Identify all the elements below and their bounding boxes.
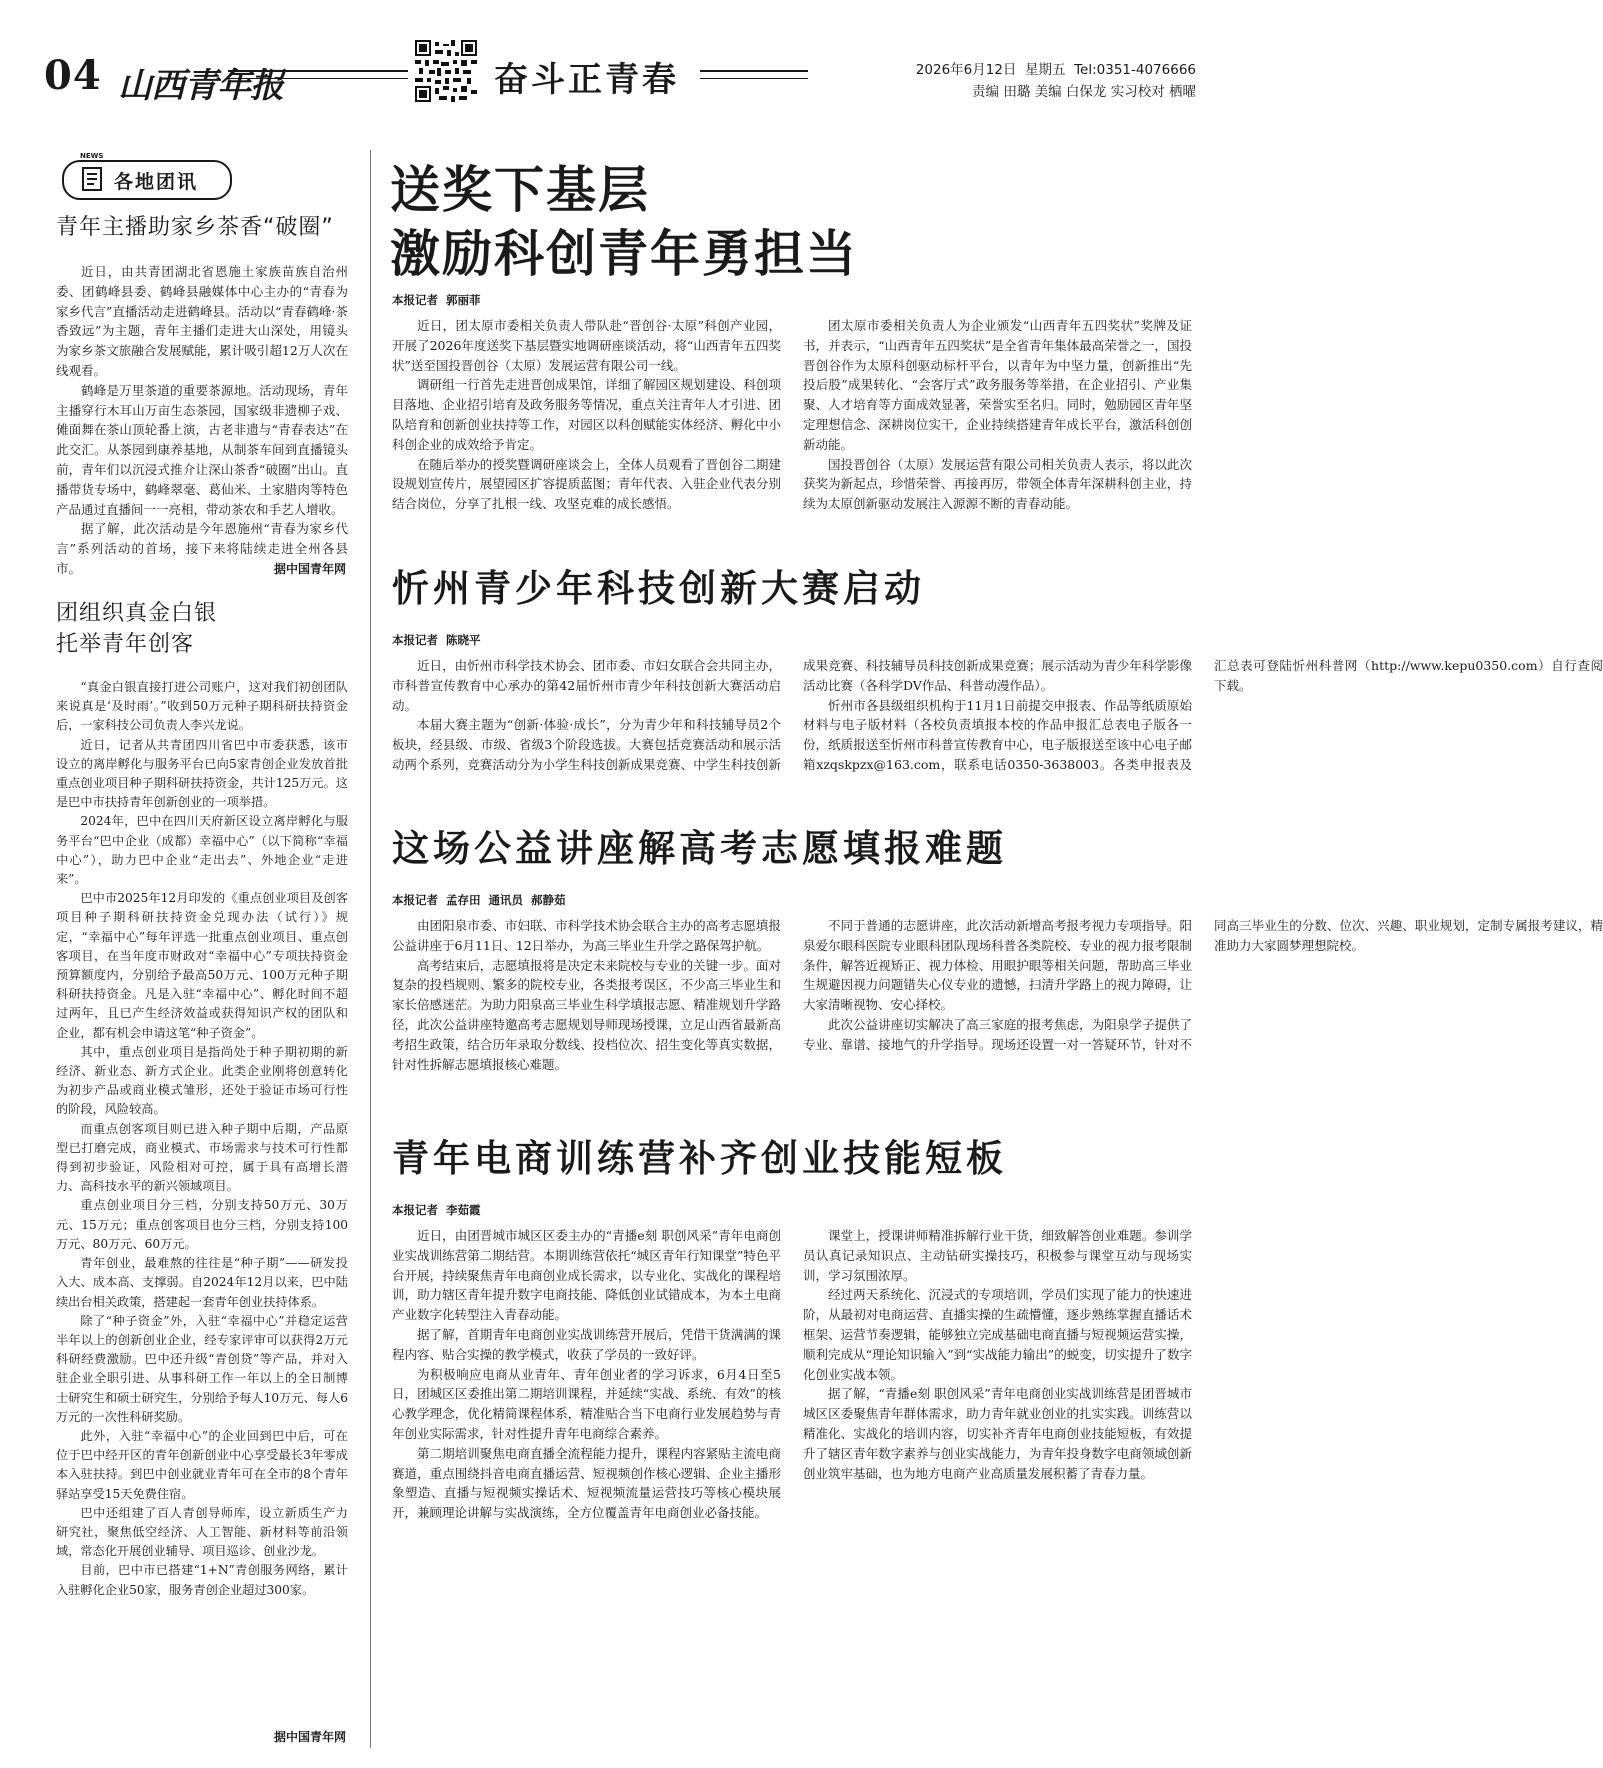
paragraph: 课堂上，授课讲师精准拆解行业干货，细致解答创业难题。参训学员认真记录知识点、主动钻研实操技巧，积极参与课堂互动与现场实训，学习氛围浓厚。 [803, 1228, 1192, 1283]
page-number: 04 [44, 52, 102, 99]
column-tag [62, 152, 232, 200]
main-article-4-title: 青年电商训练营补齐创业技能短板 [392, 1137, 1007, 1180]
paragraph: 巴中市2025年12月印发的《重点创业项目及创客项目种子期科研扶持资金兑现办法（试行）》规定，“幸福中心”每年评选一批重点创业项目、重点创客项目，在当年度市财政对“幸福中心”专项扶持资金预算额度内，分别给予最高50万元、100万元种子期科研扶持资金。凡是入驻“幸福中心”、孵化时间不超过两年，且已产生经济效益或获得知识产权的团队和企业，都有机会申请这笔“种子资金”。 [56, 891, 348, 1040]
title-line: 激励科创青年勇担当 [390, 225, 858, 283]
paragraph: 经过两天系统化、沉浸式的专项培训，学员们实现了能力的快速进阶，从最初对电商运营、直播实操的生疏懵懂，逐步熟练掌握直播话术框架、运营节奏逻辑，能够独立完成基础电商直播与短视频运营实操，顺利完成从“理论知识输入”到“实战能力输出”的蜕变，切实提升了数字化创业实战本领。 [803, 1287, 1192, 1382]
paragraph: 目前，巴中市已搭建“1+N”青创服务网络，累计入驻孵化企业50家，服务青创企业超过300家。 [56, 1563, 348, 1597]
paragraph: 鹤峰是万里茶道的重要茶源地。活动现场，青年主播穿行木耳山万亩生态茶园，国家级非遗柳子戏、傩面舞在茶山顶轮番上演，古老非遗与“青春表达”在此交汇。从茶园到康养基地，从制茶车间到直播镜头前，青年们以沉浸式推介让深山茶香“破圈”出山。直播带货专场中，鹤峰翠毫、葛仙米、土家腊肉等特色产品通过直播间一一亮相，带动茶农和手艺人增收。 [56, 382, 348, 517]
paragraph: 巴中还组建了百人青创导师库，设立新质生产力研究社，聚焦低空经济、人工智能、新材料等前沿领域，常态化开展创业辅导、项目巡诊、创业沙龙。 [56, 1505, 348, 1559]
main-article-1-byline: 本报记者 郭丽菲 [392, 293, 481, 307]
paragraph: 不同于普通的志愿讲座，此次活动新增高考报考视力专项指导。阳泉爱尔眼科医院专业眼科团队现场科普各类院校、专业的视力报考限制条件，解答近视矫正、视力体检、用眼护眼等相关问题，帮助高三毕业生规避因视力问题错失心仪专业的遗憾，扫清升学路上的视力障碍，让大家清晰视物、安心择校。 [803, 918, 1192, 1013]
side-article-1-source: 据中国青年网 [273, 562, 346, 576]
paragraph: 近日，由团晋城市城区区委主办的“青播e刻 职创风采”青年电商创业实战训练营第二期结营。本期训练营依托“城区青年行知课堂”特色平台开展，持续聚焦青年电商创业成长需求，以专业化、实战化的课程培训，助力辖区青年提升数字电商技能、降低创业试错成本，为本土电商产业数字化转型注入青春动能。 [392, 1228, 781, 1323]
paragraph: 由团阳泉市委、市妇联、市科学技术协会联合主办的高考志愿填报公益讲座于6月11日、12日举办，为高三毕业生升学之路保驾护航。 [392, 918, 781, 953]
paragraph: “真金白银直接打进公司账户，这对我们初创团队来说真是‘及时雨’。”收到50万元种子期科研扶持资金后，一家科技公司负责人李兴龙说。 [56, 680, 348, 733]
main-article-3-byline: 本报记者 孟存田 通讯员 郝静茹 [392, 893, 566, 907]
paragraph: 据了解，首期青年电商创业实战训练营开展后，凭借干货满满的课程内容、贴合实操的教学模式，收获了学员的一致好评。 [392, 1326, 781, 1362]
paragraph: 此次公益讲座切实解决了高三家庭的报考焦虑，为阳泉学子提供了专业、靠谱、接地气的升学指导。现场还设置一对一答疑环节，针对不同高三毕业生的分数、位次、兴趣、职业规划，定制专属报考建议，精准助力大家圆梦理想院校。 [803, 918, 1603, 1052]
paragraph: 此外，入驻“幸福中心”的企业回到巴中后，可在位于巴中经开区的青年创新创业中心享受最长3年零成本入驻扶持。到巴中创业就业青年可在全市的8个青年驿站享受15天免费住宿。 [56, 1428, 348, 1501]
main-article-2-title: 忻州青少年科技创新大赛启动 [392, 567, 925, 610]
paragraph: 重点创业项目分三档，分别支持50万元、30万元、15万元；重点创客项目也分三档，分别支持100万元、80万元、60万元。 [56, 1198, 348, 1251]
paragraph: 据了解，此次活动是今年恩施州“青春为家乡代言”系列活动的首场，接下来将陆续走进全州各县市。 [56, 521, 348, 576]
date-line: 2026年6月12日 星期五 Tel:0351-4076666 [915, 62, 1196, 78]
paragraph: 除了“种子资金”外，入驻“幸福中心”并稳定运营半年以上的创新创业企业，经专家评审可以获得2万元科研经费激励。巴中还升级“青创贷”等产品，并对入驻企业全职引进、从事科研工作一年以上的全日制博士研究生和硕士研究生，分别给予每人10万元、每人6万元的一次性科研奖励。 [56, 1313, 348, 1424]
main-article-1-body [392, 316, 1192, 534]
paragraph: 青年创业，最难熬的往往是“种子期”——研发投入大、成本高、支撑弱。自2024年12月以来，巴中陆续出台相关政策，搭建起一套青年创业扶持体系。 [56, 1256, 348, 1309]
paragraph: 第二期培训聚焦电商直播全流程能力提升，课程内容紧贴主流电商赛道，重点围绕抖音电商直播运营、短视频创作核心逻辑、企业主播形象塑造、直播与短视频实操话术、短视频流量运营技巧等核心模块展开，兼顾理论讲解与实战演练，全方位覆盖青年电商创业必备技能。 [392, 1445, 781, 1521]
main-article-4-byline: 本报记者 李茹霞 [392, 1203, 481, 1217]
paragraph: 团太原市委相关负责人为企业颁发“山西青年五四奖状”奖牌及证书，并表示，“山西青年五四奖状”是全省青年集体最高荣誉之一，国投晋创谷作为太原科创驱动标杆平台，以青年为中坚力量，创新推出“先投后股”成果转化、“会客厅式”政务服务等举措，在企业招引、产业集聚、人才培育等方面成效显著，荣誉实至名归。同时，勉励园区青年坚定理想信念、深耕岗位实干，企业持续搭建青年成长平台，激活科创创新动能。 [803, 318, 1192, 452]
paragraph: 忻州市各县级组织机构于11月1日前提交申报表、作品等纸质原始材料与电子版材料（各校负责填报本校的作品申报汇总表电子版各一份，纸质报送至忻州市科普宣传教育中心，电子版报送至该中心电子邮箱xzqskpzx@163.com，联系电话0350-3638003。各类申报表及汇总表可登陆忻州科普网（http://www.kepu0350.com）自行查阅下载。 [803, 658, 1603, 772]
column-divider [370, 150, 371, 1748]
side-article-1-title: 青年主播助家乡茶香“破圈” [56, 215, 334, 240]
newspaper-icon [80, 166, 104, 192]
paragraph: 2024年，巴中在四川天府新区设立离岸孵化与服务平台“巴中企业（成都）幸福中心”（以下简称“幸福中心”），助力巴中企业“走出去”、外地企业“走进来”。 [56, 814, 348, 887]
paragraph: 其中，重点创业项目是指尚处于种子期初期的新经济、新业态、新方式企业。此类企业刚将创意转化为初步产品或商业模式雏形，还处于验证市场可行性的阶段，风险较高。 [56, 1044, 348, 1117]
paragraph: 高考结束后，志愿填报将是决定未来院校与专业的关键一步。面对复杂的投档规则、繁多的院校专业，各类报考误区，不少高三毕业生和家长倍感迷茫。为助力阳泉高三毕业生科学填报志愿、精准规划升学路径，此次公益讲座特邀高考志愿规划导师现场授课，立足山西省最新高考招生政策，结合历年录取分数线、投档位次、招生变化等真实数据，针对性拆解志愿填报核心难题。 [392, 957, 781, 1072]
main-article-3-title: 这场公益讲座解高考志愿填报难题 [392, 827, 1007, 870]
title-line: 托举青年创客 [56, 632, 195, 657]
paragraph: 在随后举办的授奖暨调研座谈会上，全体人员观看了晋创谷二期建设规划宣传片，展望园区扩容提质蓝图；青年代表、入驻企业代表分别结合岗位，分享了扎根一线、攻坚克难的成长感悟。 [392, 456, 781, 512]
side-article-2-source: 据中国青年网 [273, 1730, 346, 1744]
paragraph: 本届大赛主题为“创新·体验·成长”，分为青少年和科技辅导员2个板块，经县级、市级、省级3个阶段选拔。大赛包括竞赛活动和展示活动两个系列，竞赛活动分为小学生科技创新成果竞赛、中学生科技创新成果竞赛、科技辅导员科技创新成果竞赛；展示活动为青少年科学影像活动比赛（各科学DV作品、科普动漫作品）。 [392, 658, 1192, 772]
paragraph: 国投晋创谷（太原）发展运营有限公司相关负责人表示，将以此次获奖为新起点，珍惜荣誉、再接再厉，带领全体青年深耕科创主业，持续为太原创新驱动发展注入源源不断的青春动能。 [803, 456, 1192, 512]
main-article-1-title [390, 158, 1190, 286]
header-mid-rule [700, 70, 808, 79]
side-article-2-body [56, 678, 348, 1600]
paper-name-logo: 山西青年报 [118, 66, 283, 106]
section-title: 奋斗正青春 [494, 60, 679, 100]
news-badge: NEWS [80, 152, 104, 160]
paragraph: 而重点创客项目则已进入种子期中后期，产品原型已打磨完成，商业模式、市场需求与技术可行性都得到初步验证，风险相对可控，属于具有高增长潜力、高科技水平的新兴领域项目。 [56, 1121, 348, 1194]
title-line: 送奖下基层 [390, 161, 650, 219]
paragraph: 近日，由共青团湖北省恩施土家族苗族自治州委、团鹤峰县委、鹤峰县融媒体中心主办的“青春为家乡代言”直播活动走进鹤峰县。活动以“青春鹤峰·茶香致远”为主题，青年主播们走进大山深处，用镜头为家乡茶文旅融合发展赋能，累计吸引超12万人次在线观看。 [56, 264, 348, 378]
side-article-2-title [56, 598, 362, 660]
paragraph: 近日，团太原市委相关负责人带队赴“晋创谷·太原”科创产业园，开展了2026年度送奖下基层暨实地调研座谈活动，将“山西青年五四奖状”送至国投晋创谷（太原）发展运营有限公司一线。 [392, 318, 781, 373]
paragraph: 近日，记者从共青团四川省巴中市委获悉，该市设立的离岸孵化与服务平台已向5家青创企业发放首批重点创业项目种子期科研扶持资金，共计125万元。这是巴中市扶持青年创新创业的一项举措。 [56, 737, 348, 810]
paragraph: 据了解，“青播e刻 职创风采”青年电商创业实战训练营是团晋城市城区区委聚焦青年群体需求，助力青年就业创业的扎实实践。训练营以精准化、实战化的培训内容，切实补齐青年电商创业技能短板，有效提升了辖区青年数字素养与创业实战能力，为青年投身数字电商领域创新创业筑牢基础，也为地方电商产业高质量发展积蓄了青春力量。 [803, 1386, 1192, 1481]
editors-line: 责编 田璐 美编 白保龙 实习校对 栖曜 [972, 84, 1196, 100]
side-article-1-body [56, 262, 348, 579]
paragraph: 为积极响应电商从业青年、青年创业者的学习诉求，6月4日至5日，团城区区委推出第二期培训课程，并延续“实战、系统、有效”的核心教学理念，优化精简课程体系，精准贴合当下电商行业发展趋势与青年创业实际需求，针对性提升青年电商综合素养。 [392, 1366, 781, 1441]
paragraph: 调研组一行首先走进晋创成果馆，详细了解园区规划建设、科创项目落地、企业招引培育及政务服务等情况，重点关注青年人才引进、团队培育和创新创业扶持等工作，对园区以科创赋能实体经济、孵化中小科创企业的成效给予肯定。 [392, 377, 781, 452]
main-article-3-body [392, 916, 1603, 1094]
main-article-2-body [392, 656, 1603, 794]
main-article-4-body [392, 1226, 1192, 1748]
title-line: 团组织真金白银 [56, 601, 218, 626]
main-article-2-byline: 本报记者 陈晓平 [392, 633, 481, 647]
header-left-rule [228, 70, 408, 79]
column-tag-label: 各地团讯 [114, 171, 199, 193]
paragraph: 近日，由忻州市科学技术协会、团市委、市妇女联合会共同主办，市科普宣传教育中心承办的第42届忻州市青少年科技创新大赛活动启动。 [392, 658, 781, 713]
qr-code-icon [415, 40, 477, 102]
